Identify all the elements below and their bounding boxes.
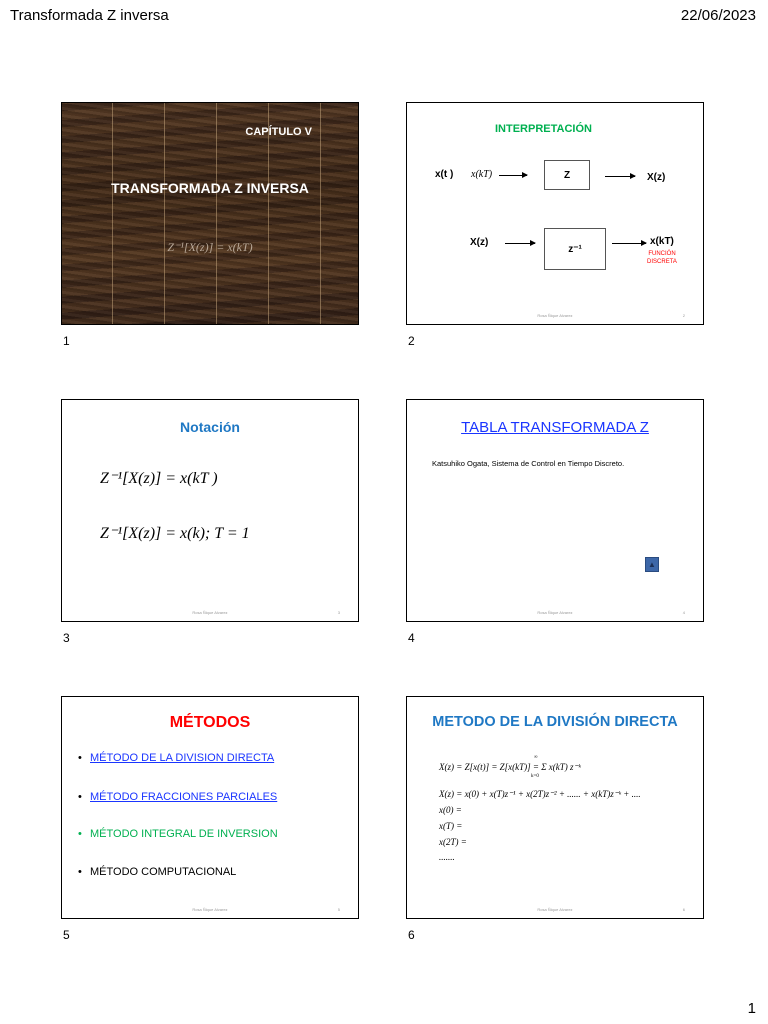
note-line-2: DISCRETA [647, 259, 677, 265]
slide-1-equation: Z⁻¹[X(z)] = x(kT) [167, 240, 253, 254]
notation-equation-1: Z⁻¹[X(z)] = x(kT ) [100, 470, 218, 487]
method-item: • MÉTODO COMPUTACIONAL [78, 866, 237, 878]
method-item: • MÉTODO FRACCIONES PARCIALES [78, 791, 278, 803]
method-computational: MÉTODO COMPUTACIONAL [90, 866, 237, 878]
slide-1-chapter: CAPÍTULO V [245, 126, 312, 138]
slide-1 [61, 102, 359, 325]
slide-6 [406, 696, 704, 919]
division-line-2: X(z) = x(0) + x(T)z⁻¹ + x(2T)z⁻² + ...... + x(kT)z⁻ᵏ + .... [439, 789, 641, 799]
arrow-right-icon [605, 176, 635, 177]
slide-4 [406, 399, 704, 622]
slide-4-heading-link[interactable]: TABLA TRANSFORMADA Z [461, 419, 649, 436]
slide-2-number: 2 [408, 334, 415, 348]
slide-footer-author: Rosa Ñique Alvarez [192, 907, 228, 912]
arrow-right-icon [499, 175, 527, 176]
division-line-5: x(2T) = [439, 837, 467, 847]
arrow-right-icon [505, 243, 535, 244]
slide-1-number: 1 [63, 334, 70, 348]
sum-upper-limit: ∞ [534, 755, 538, 760]
signal-xt-label: x(t ) [435, 169, 454, 180]
method-item: • MÉTODO DE LA DIVISION DIRECTA [78, 752, 275, 764]
division-line-6: ....... [439, 852, 455, 862]
z-transform-block: Z [544, 160, 590, 190]
reference-text: Katsuhiko Ogata, Sistema de Control en Tiempo Discreto. [432, 459, 625, 468]
note-line-1: FUNCIÓN [648, 251, 676, 257]
home-action-button[interactable] [645, 557, 659, 572]
slide-footer-page: 4 [682, 610, 685, 615]
document-date: 22/06/2023 [680, 7, 756, 24]
slide-2 [406, 102, 704, 325]
slide-4-number: 4 [408, 631, 415, 645]
document-title: Transformada Z inversa [10, 7, 169, 24]
division-line-1: X(z) = Z[x(t)] = Z[x(kT)] = Σ x(kT) z⁻ᵏ [439, 762, 581, 772]
method-link-direct-division[interactable]: MÉTODO DE LA DIVISION DIRECTA [90, 752, 275, 764]
slide-3-heading: Notación [180, 419, 240, 435]
signal-xz-output: X(z) [647, 172, 666, 183]
signal-xkt-label: x(kT) [471, 169, 493, 180]
arrow-right-icon [612, 243, 646, 244]
signal-xz-input: X(z) [470, 237, 489, 248]
slide-5-number: 5 [63, 928, 70, 942]
division-line-3: x(0) = [439, 805, 462, 815]
slide-footer-page: 3 [337, 610, 340, 615]
home-icon: ▲ [648, 559, 656, 569]
slide-3 [61, 399, 359, 622]
method-link-partial-fractions[interactable]: MÉTODO FRACCIONES PARCIALES [90, 791, 278, 803]
slide-footer-page: 6 [682, 907, 685, 912]
sum-lower-limit: k=0 [531, 774, 539, 779]
notation-equation-2: Z⁻¹[X(z)] = x(k); T = 1 [100, 525, 250, 542]
slide-footer-author: Rosa Ñique Alvarez [192, 610, 228, 615]
slide-2-heading: INTERPRETACIÓN [495, 123, 592, 135]
slide-footer-author: Rosa Ñique Alvarez [537, 610, 573, 615]
signal-xkt-output: x(kT) [650, 236, 674, 247]
slide-footer-page: 2 [682, 313, 685, 318]
slide-6-heading: METODO DE LA DIVISIÓN DIRECTA [432, 714, 678, 730]
slide-6-number: 6 [408, 928, 415, 942]
slide-footer-page: 5 [337, 907, 340, 912]
inverse-z-block: z⁻¹ [544, 228, 606, 270]
slide-footer-author: Rosa Ñique Alvarez [537, 313, 573, 318]
slide-5 [61, 696, 359, 919]
slide-5-heading: MÉTODOS [169, 714, 251, 731]
method-integral-inversion: MÉTODO INTEGRAL DE INVERSION [90, 828, 278, 840]
slide-1-title: TRANSFORMADA Z INVERSA [111, 180, 309, 196]
slide-3-number: 3 [63, 631, 70, 645]
discrete-function-note [643, 250, 681, 266]
method-item: • MÉTODO INTEGRAL DE INVERSION [78, 828, 278, 840]
slide-footer-author: Rosa Ñique Alvarez [537, 907, 573, 912]
page-number: 1 [747, 1000, 756, 1017]
division-line-4: x(T) = [439, 821, 463, 831]
